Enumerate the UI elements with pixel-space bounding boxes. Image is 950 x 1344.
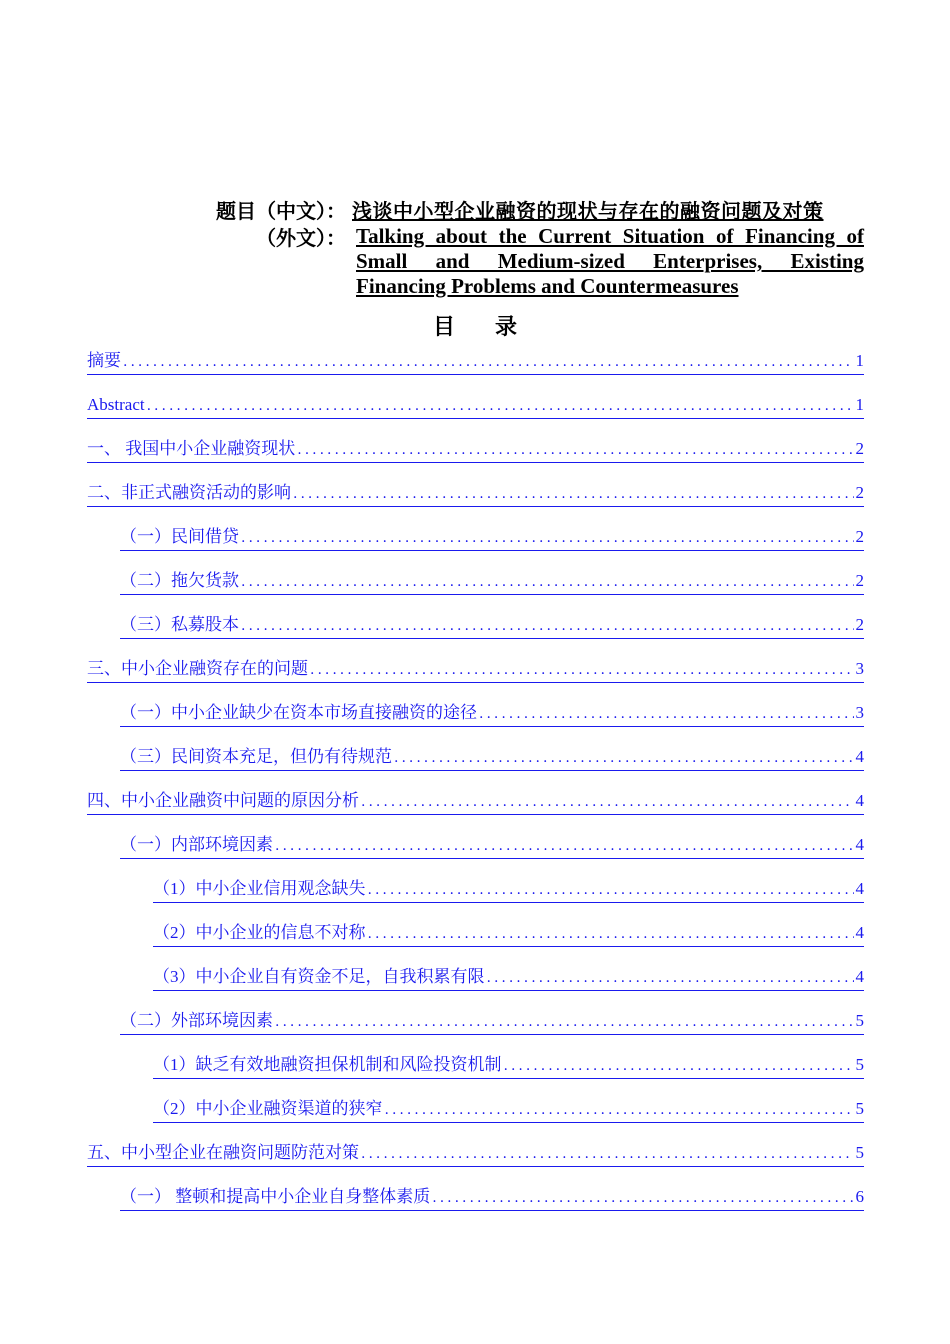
toc-entry-page: 3	[855, 703, 864, 722]
toc-entry-page: 4	[855, 747, 864, 766]
toc-entry-page: 2	[855, 615, 864, 634]
toc-entry-page: 5	[855, 1011, 864, 1030]
toc-entry-page: 4	[855, 791, 864, 810]
toc-entry-title: （三）民间资本充足，但仍有待规范	[120, 747, 392, 766]
toc-entry-title: 五、中小型企业在融资问题防范对策	[87, 1143, 359, 1162]
toc-entry[interactable]	[87, 656, 864, 683]
toc-entry-title: （二）外部环境因素	[120, 1011, 273, 1030]
title-block	[0, 196, 950, 298]
toc-entry-title: （一）民间借贷	[120, 527, 239, 546]
toc-heading: 目录	[432, 315, 557, 340]
toc-entry[interactable]	[120, 832, 864, 859]
toc-entry-page: 4	[855, 967, 864, 986]
toc-entry-page: 3	[855, 659, 864, 678]
toc-entry-title: 三、中小企业融资存在的问题	[87, 659, 308, 678]
toc-dot-leader	[368, 921, 854, 947]
toc-entry-page: 2	[855, 571, 864, 590]
toc-dot-leader	[479, 701, 854, 727]
toc-dot-leader	[504, 1053, 854, 1079]
toc-entry[interactable]	[87, 348, 864, 375]
toc-entry-page: 5	[855, 1143, 864, 1162]
toc-entry-title: 一、 我国中小企业融资现状	[87, 439, 296, 458]
toc-dot-leader	[293, 481, 854, 507]
toc-entry-title: 二、非正式融资活动的影响	[87, 483, 291, 502]
toc-dot-leader	[147, 393, 854, 419]
toc-entry[interactable]	[87, 436, 864, 463]
toc-entry[interactable]	[120, 524, 864, 551]
toc-entry[interactable]	[153, 920, 864, 947]
toc-entry[interactable]	[120, 568, 864, 595]
toc-entry-title: （一）内部环境因素	[120, 835, 273, 854]
toc-dot-leader	[385, 1097, 854, 1123]
toc-dot-leader	[368, 877, 854, 903]
toc-entry-title: （1）缺乏有效地融资担保机制和风险投资机制	[153, 1055, 502, 1074]
title-en-text: Talking about the Current Situation of Financing of Small and Medium-sized Enterprises, Existing Financing Problems and Countermeasures	[356, 224, 864, 298]
toc-dot-leader	[394, 745, 854, 771]
toc-dot-leader	[241, 525, 854, 551]
toc-dot-leader	[241, 613, 854, 639]
toc-entry[interactable]	[120, 700, 864, 727]
toc-entry-title: （3）中小企业自有资金不足，自我积累有限	[153, 967, 485, 986]
toc-entry-title: （二）拖欠货款	[120, 571, 239, 590]
toc-entry[interactable]	[87, 788, 864, 815]
title-cn-row	[0, 196, 950, 226]
toc-dot-leader	[275, 833, 854, 859]
toc-dot-leader	[297, 437, 853, 463]
title-cn-label: 题目（中文）：	[216, 199, 346, 223]
toc-entry[interactable]	[153, 1052, 864, 1079]
toc-entry-page: 2	[855, 527, 864, 546]
toc-entry-page: 6	[855, 1187, 864, 1206]
toc-entry[interactable]	[87, 1140, 864, 1167]
toc-entry-title: （2）中小企业融资渠道的狭窄	[153, 1099, 383, 1118]
title-cn-text: 浅谈中小型企业融资的现状与存在的融资问题及对策	[352, 199, 824, 223]
toc-entry[interactable]	[153, 1096, 864, 1123]
title-en-label: （外文）：	[256, 226, 346, 250]
toc-entry[interactable]	[87, 480, 864, 507]
toc-entry[interactable]	[87, 392, 864, 419]
toc-entry-page: 2	[855, 439, 864, 458]
toc-dot-leader	[241, 569, 854, 595]
toc-entry-page: 1	[855, 395, 864, 414]
toc-entry-title: 四、中小企业融资中问题的原因分析	[87, 791, 359, 810]
toc-entry-title: Abstract	[87, 395, 145, 414]
toc-entry[interactable]	[153, 964, 864, 991]
toc-entry[interactable]	[120, 744, 864, 771]
toc-dot-leader	[487, 965, 854, 991]
toc-dot-leader	[123, 349, 854, 375]
toc-dot-leader	[432, 1185, 853, 1211]
toc-dot-leader	[275, 1009, 854, 1035]
toc-entry-page: 1	[855, 351, 864, 370]
toc-entry[interactable]	[120, 612, 864, 639]
toc-dot-leader	[361, 789, 854, 815]
toc-entry-page: 5	[855, 1099, 864, 1118]
toc-entry-title: （2）中小企业的信息不对称	[153, 923, 366, 942]
toc-entry[interactable]	[120, 1008, 864, 1035]
toc-entry-title: （一） 整顿和提高中小企业自身整体素质	[120, 1187, 431, 1206]
toc-entry[interactable]	[153, 876, 864, 903]
toc-entry-page: 4	[855, 835, 864, 854]
toc-entry-title: 摘要	[87, 351, 121, 370]
toc-entry-page: 2	[855, 483, 864, 502]
toc-entry-title: （1）中小企业信用观念缺失	[153, 879, 366, 898]
toc-entry-title: （三）私募股本	[120, 615, 239, 634]
toc-entry-page: 5	[855, 1055, 864, 1074]
toc-entry-page: 4	[855, 879, 864, 898]
toc-entry-title: （一）中小企业缺少在资本市场直接融资的途径	[120, 703, 477, 722]
toc-dot-leader	[361, 1141, 854, 1167]
toc-entry-page: 4	[855, 923, 864, 942]
toc-entry[interactable]	[120, 1184, 864, 1211]
toc-dot-leader	[310, 657, 854, 683]
